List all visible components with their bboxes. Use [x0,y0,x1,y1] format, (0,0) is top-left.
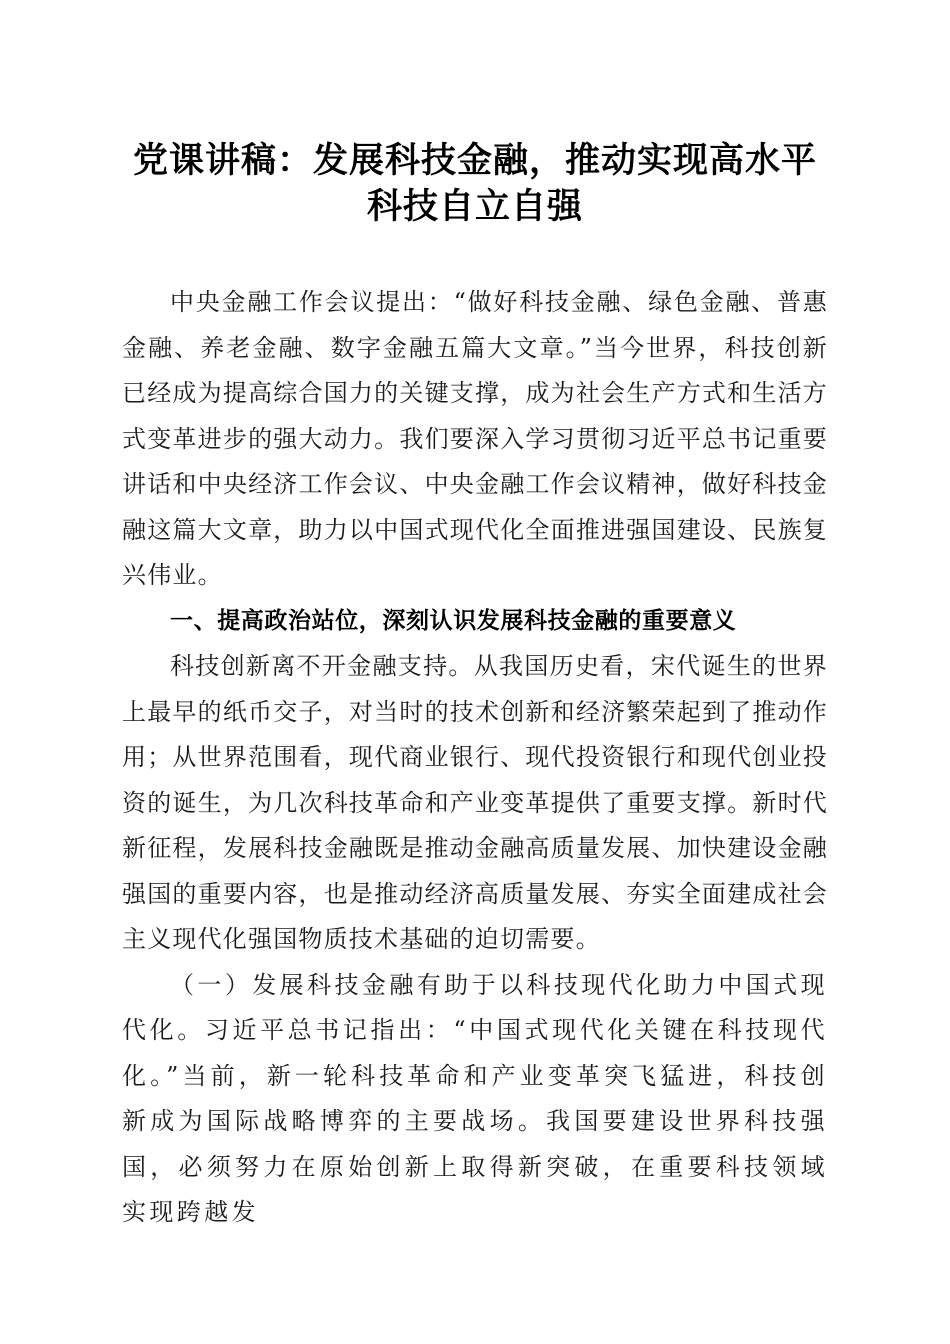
section-1-paragraph: 科技创新离不开金融支持。从我国历史看，宋代诞生的世界上最早的纸币交子，对当时的技术创新和经济繁荣起到了推动作用；从世界范围看，现代商业银行、现代投资银行和现代创业投资的诞生，为几次科技革命和产业变革提供了重要支撑。新时代新征程，发展科技金融既是推动金融高质量发展、加快建设金融强国的重要内容，也是推动经济高质量发展、夯实全面建成社会主义现代化强国物质技术基础的迫切需要。 [122,652,828,953]
section-heading-1: 一、提高政治站位，深刻认识发展科技金融的重要意义 [170,607,737,634]
intro-paragraph: 中央金融工作会议提出：“做好科技金融、绿色金融、普惠金融、养老金融、数字金融五篇大文章。”当今世界，科技创新已经成为提高综合国力的关键支撑，成为社会生产方式和生活方式变革进步的强大动力。我们要深入学习贯彻习近平总书记重要讲话和中央经济工作会议、中央金融工作会议精神，做好科技金融这篇大文章，助力以中国式现代化全面推进强国建设、民族复兴伟业。 [122,288,828,589]
subsection-1-paragraph: （一）发展科技金融有助于以科技现代化助力中国式现代化。习近平总书记指出：“中国式现代化关键在科技现代化。”当前，新一轮科技革命和产业变革突飞猛进，科技创新成为国际战略博弈的主要战场。我国要建设世界科技强国，必须努力在原始创新上取得新突破，在重要科技领域实现跨越发 [122,970,828,1226]
document-page [122,138,828,1236]
document-title: 党课讲稿：发展科技金融，推动实现高水平科技自立自强 [132,141,817,227]
document-body [122,280,828,1236]
